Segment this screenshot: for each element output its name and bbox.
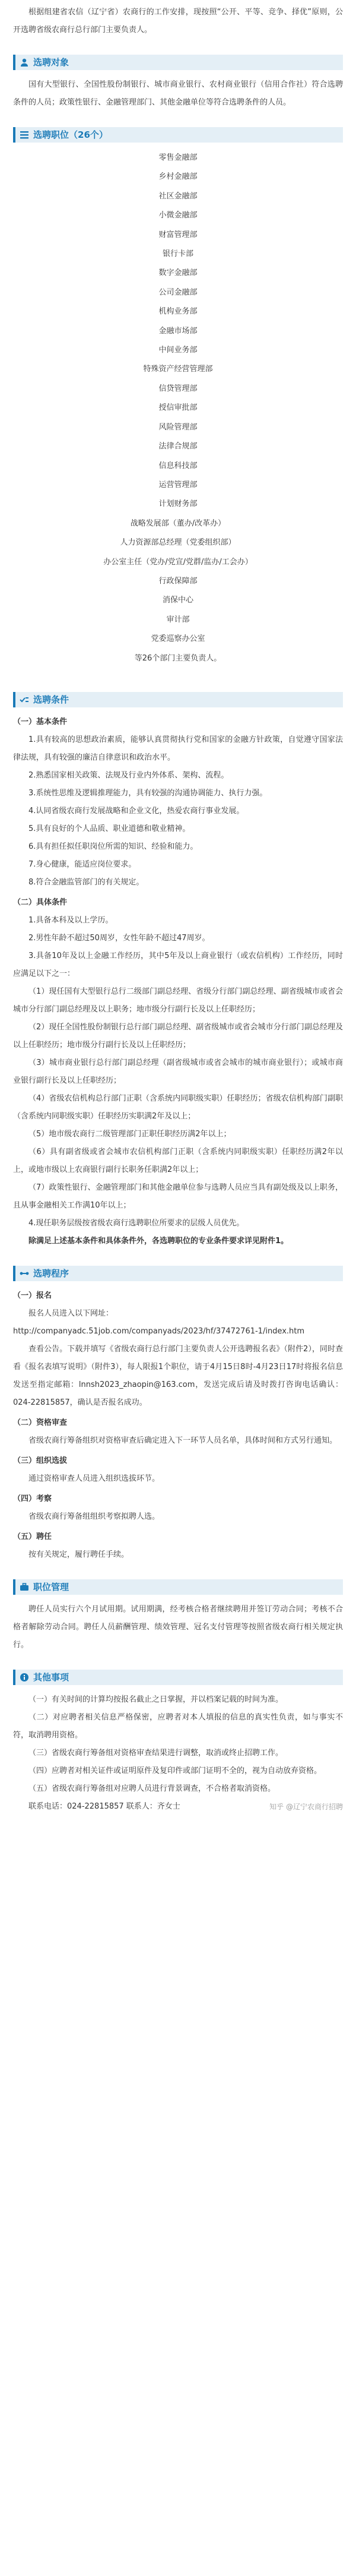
section-title-management: 职位管理 [33, 1581, 69, 1592]
section-header-management [13, 1579, 343, 1595]
department-item: 计划财务部 [158, 500, 198, 509]
assess-text: 通过资格审查人员进入组织选拔环节。 [28, 1474, 160, 1483]
other-item: （二）对应聘者相关信息严格保密，应聘者对本人填报的信息的真实性负责，如与事实不符，取消聘用资格。 [13, 1712, 343, 1740]
department-item: 金融市场部 [158, 326, 198, 336]
department-item: 法律合规部 [158, 442, 198, 451]
user-icon [19, 57, 30, 68]
section-title-positions: 选聘职位（26个） [33, 129, 108, 140]
department-item: 等26个部门主要负责人。 [134, 653, 222, 663]
department-item: 机构业务部 [158, 307, 198, 317]
specific-condition-item: （5）地市级农商行二级管理部门正职任职经历满2年以上； [28, 1129, 231, 1139]
specific-condition-item: 1.具备本科及以上学历。 [28, 915, 113, 925]
contact-info: 联系电话：024-22815857 联系人：齐女士 [28, 1801, 180, 1811]
section-header-other [13, 1670, 343, 1685]
review-title: （二）资格审查 [13, 1418, 68, 1427]
basic-condition-item: 5.具有良好的个人品质、职业道德和敬业精神。 [28, 824, 190, 833]
department-item: 信息科技部 [158, 461, 198, 470]
checklist-icon [19, 694, 30, 705]
assess-title: （三）组织选拔 [13, 1456, 68, 1465]
section-header-positions [13, 127, 343, 143]
department-item: 授信审批部 [158, 403, 198, 413]
specific-condition-item: （4）省级农信机构总行部门正职（含系统内同职级实职）任职经历；省级农信机构部门副职（含系统内同职级实职）任职经历实职满2年及以上； [13, 1093, 343, 1121]
watermark-text: 知乎 @辽宁农商行招聘 [269, 1802, 343, 1811]
department-item: 乡村金融部 [158, 172, 198, 182]
department-item: 中间业务部 [158, 346, 198, 355]
section-header-conditions [13, 692, 343, 707]
basic-condition-item: 6.具有担任拟任职岗位所需的知识、经验和能力。 [28, 842, 198, 851]
department-item: 办公室主任（党办/党宣/党群/监办/工会办） [103, 557, 253, 567]
basic-condition-item: 2.熟悉国家相关政策、法规及行业内外体系、架构、流程。 [28, 770, 229, 780]
section-title-conditions: 选聘条件 [33, 694, 69, 705]
department-item: 党委巡察办公室 [151, 634, 205, 644]
basic-condition-item: 4.认同省级农商行发展战略和企业文化，热爱农商行事业发展。 [28, 806, 244, 816]
basic-condition-item: 3.系统性思维及逻辑推理能力，具有较强的沟通协调能力、执行力强。 [28, 788, 268, 798]
section-title-procedure: 选聘程序 [33, 1268, 69, 1279]
section-title-other: 其他事项 [33, 1671, 69, 1683]
section-header-target [13, 55, 343, 70]
specific-condition-item: （1）现任国有大型银行总行二级部门副总经理、省级分行部门副总经理、副省级城市或省会城市分行部门副总经理及以上职务；地市级分行副行长及以上任职经历； [13, 987, 343, 1014]
department-item: 人力资源部总经理（党委组织部） [120, 538, 236, 548]
signup-description: 查看公告。下载并填写《省级农商行总行部门主要负责人公开选聘报名表》（附件2），同时查看《报名表填写说明》（附件3），每人限报1个职位，请于4月15日8时-4月23日17时将报名信息发送至指定邮箱：lnnsh2023_zhaopin@163.com，发送完成后请及时拨打咨询电话确认：024-22815857，确认是否报名成功。 [13, 1344, 343, 1407]
specific-condition-item: 3.具备10年及以上金融工作经历，其中5年及以上商业银行（或农信机构）工作经历，同时应满足以下之一： [13, 951, 343, 978]
signup-title: （一）报名 [13, 1291, 52, 1300]
hire-text: 按有关规定，履行聘任手续。 [28, 1550, 129, 1559]
intro-paragraph: 根据组建省农信（辽宁省）农商行的工作安排，现按照“公开、平等、竞争、择优”原则，公开选聘省级农商行总行部门主要负责人。 [13, 8, 343, 34]
target-paragraph: 国有大型银行、全国性股份制银行、城市商业银行、农村商业银行（信用合作社）符合选聘条件的人员；政策性银行、金融管理部门、其他金融单位等符合选聘条件的人员。 [13, 80, 343, 107]
info-icon [19, 1672, 30, 1683]
flow-icon [19, 1268, 30, 1279]
other-item: （一）有关时间的计算均按报名截止之日掌握，并以档案记载的时间为准。 [28, 1695, 284, 1704]
management-paragraph: 聘任人员实行六个月试用期。试用期满，经考核合格者继续聘用并签订劳动合同；考核不合格者解除劳动合同。聘任人员薪酬管理、绩效管理、冠名支付管理等按照省级农商行相关规定执行。 [13, 1604, 343, 1649]
department-item: 行政保障部 [158, 576, 198, 586]
review-text: 省级农商行筹备组织对资格审查后确定进入下一环节人员名单，具体时间和方式另行通知。 [28, 1436, 338, 1445]
exam-text: 省级农商行筹备组组织考察拟聘人选。 [28, 1512, 160, 1521]
specific-condition-item: （7）政策性银行、金融管理部门和其他金融单位参与选聘人员应当具有副处级及以上职务，且从事金融相关工作满10年以上； [13, 1183, 343, 1210]
department-item: 数字金融部 [158, 268, 198, 278]
signup-link[interactable]: http://companyadc.51job.com/companyads/2023/hf/37472761-1/index.htm [13, 1326, 305, 1336]
specific-condition-item: （2）现任全国性股份制银行总行部门副总经理、副省级城市或省会城市分行部门副总经理及以上任职经历；地市级分行副行长及以上任职经历； [13, 1022, 343, 1050]
specific-conditions-title: （二）具体条件 [13, 897, 68, 907]
department-item: 社区金融部 [158, 191, 198, 201]
department-item: 运营管理部 [158, 480, 198, 489]
specific-condition-item: （6）具有副省级或省会城市农信机构部门正职（含系统内同职级实职）任职经历满2年以上，或地市级以上农商银行副行长职务任职满2年以上； [13, 1147, 343, 1174]
specific-condition-item: 2.男性年龄不超过50周岁，女性年龄不超过47周岁。 [28, 933, 210, 943]
specific-condition-item: （3）城市商业银行总行部门副总经理（副省级城市或省会城市的城市商业银行）；或城市商业银行副行长及以上任职经历； [13, 1058, 343, 1085]
department-item: 风险管理部 [158, 422, 198, 432]
basic-condition-item: 1.具有较高的思想政治素质，能够认真贯彻执行党和国家的金融方针政策，自觉遵守国家法律法规，具有较强的廉洁自律意识和政治水平。 [13, 735, 343, 762]
basic-condition-item: 7.身心健康，能适应岗位要求。 [28, 859, 136, 869]
other-item: （三）省级农商行筹备组对资格审查结果进行调整，取消或终止招聘工作。 [28, 1748, 284, 1758]
department-item: 公司金融部 [158, 287, 198, 297]
basic-condition-item: 8.符合金融监管部门的有关规定。 [28, 877, 144, 887]
other-item: （四）应聘者对相关证件或证明原件及复印件或部门证明不全的，视为自动放弃资格。 [28, 1766, 322, 1775]
specific-condition-item: 4.现任职务层级按省级农商行选聘职位所要求的层级人员优先。 [28, 1218, 244, 1228]
list-icon [19, 129, 30, 140]
section-header-procedure [13, 1266, 343, 1281]
exam-title: （四）考察 [13, 1494, 52, 1503]
signup-text: 报名人员进入以下网址： [28, 1308, 114, 1318]
department-item: 特殊资产经营管理部 [143, 365, 213, 374]
department-item: 小微金融部 [158, 211, 198, 220]
basic-conditions-title: （一）基本条件 [13, 717, 68, 726]
department-item: 银行卡部 [162, 249, 193, 259]
other-item: （五）省级农商行筹备组对应聘人员进行背景调查，不合格者取消资格。 [28, 1784, 276, 1793]
department-item: 信贷管理部 [158, 384, 198, 393]
section-title-target: 选聘对象 [33, 57, 69, 68]
department-item: 消保中心 [162, 596, 193, 605]
briefcase-icon [19, 1582, 30, 1592]
conditions-note: 除满足上述基本条件和具体条件外，各选聘职位的专业条件要求详见附件1。 [28, 1236, 289, 1246]
department-item: 审计部 [166, 615, 190, 624]
department-item: 战略发展部（董办/改革办） [130, 519, 226, 528]
department-item: 财富管理部 [158, 230, 198, 239]
department-list [13, 148, 343, 668]
hire-title: （五）聘任 [13, 1532, 52, 1541]
department-item: 零售金融部 [158, 153, 198, 162]
